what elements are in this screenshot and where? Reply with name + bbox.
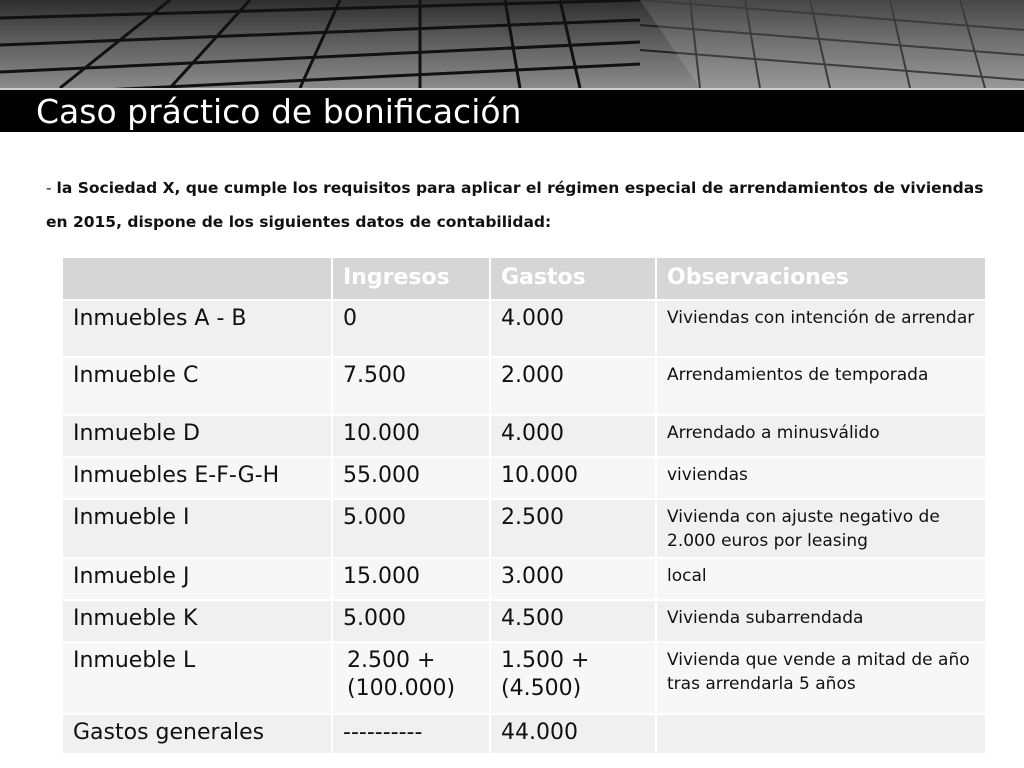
cell-inmueble: Inmueble I [62,499,332,558]
intro-paragraph [46,171,986,239]
cell-inmueble: Inmueble J [62,558,332,600]
cell-observaciones: Vivienda que vende a mitad de año tras arrendarla 5 años [656,642,986,714]
header-cell-inmueble [62,257,332,300]
cell-inmueble: Inmuebles E-F-G-H [62,457,332,499]
cell-observaciones: Arrendamientos de temporada [656,357,986,415]
cell-ingresos: ---------- [332,714,490,754]
table-row [62,499,986,558]
cell-inmueble: Inmuebles A - B [62,300,332,357]
cell-gastos: 10.000 [490,457,656,499]
intro-text: la Sociedad X, que cumple los requisitos para aplicar el régimen especial de arrendamientos de viviendas en 2015, dispone de los siguientes datos de contabilidad: [46,179,984,231]
cell-inmueble: Inmueble L [62,642,332,714]
page-title: Caso práctico de bonificación [36,92,522,131]
header-banner-image [0,0,1024,88]
accounting-table [61,256,987,755]
cell-gastos: 1.500 + (4.500) [490,642,656,714]
table-row [62,642,986,714]
cell-gastos: 3.000 [490,558,656,600]
cell-observaciones: Vivienda con ajuste negativo de 2.000 euros por leasing [656,499,986,558]
building-facade-graphic [0,0,1024,88]
table-row [62,714,986,754]
cell-inmueble: Inmueble D [62,415,332,457]
table-header-row [62,257,986,300]
table-row [62,357,986,415]
table-row [62,457,986,499]
table-row [62,300,986,357]
table-row [62,600,986,642]
cell-ingresos: 5.000 [332,600,490,642]
cell-observaciones [656,714,986,754]
cell-observaciones: Vivienda subarrendada [656,600,986,642]
cell-ingresos: 10.000 [332,415,490,457]
cell-gastos: 4.000 [490,415,656,457]
cell-inmueble: Inmueble C [62,357,332,415]
cell-observaciones: Viviendas con intención de arrendar [656,300,986,357]
header-cell-gastos: Gastos [490,257,656,300]
intro-dash: - [46,179,57,197]
cell-ingresos: 7.500 [332,357,490,415]
cell-ingresos: 0 [332,300,490,357]
cell-inmueble: Gastos generales [62,714,332,754]
table-row [62,558,986,600]
table-row [62,415,986,457]
cell-gastos: 44.000 [490,714,656,754]
title-bar [0,88,1024,132]
header-cell-observaciones: Observaciones [656,257,986,300]
cell-ingresos: 2.500 + (100.000) [332,642,490,714]
cell-gastos: 2.000 [490,357,656,415]
cell-observaciones: Arrendado a minusválido [656,415,986,457]
cell-ingresos: 55.000 [332,457,490,499]
cell-observaciones: local [656,558,986,600]
header-cell-ingresos: Ingresos [332,257,490,300]
cell-ingresos: 15.000 [332,558,490,600]
cell-ingresos: 5.000 [332,499,490,558]
cell-gastos: 4.000 [490,300,656,357]
cell-inmueble: Inmueble K [62,600,332,642]
cell-observaciones: viviendas [656,457,986,499]
cell-gastos: 2.500 [490,499,656,558]
cell-gastos: 4.500 [490,600,656,642]
